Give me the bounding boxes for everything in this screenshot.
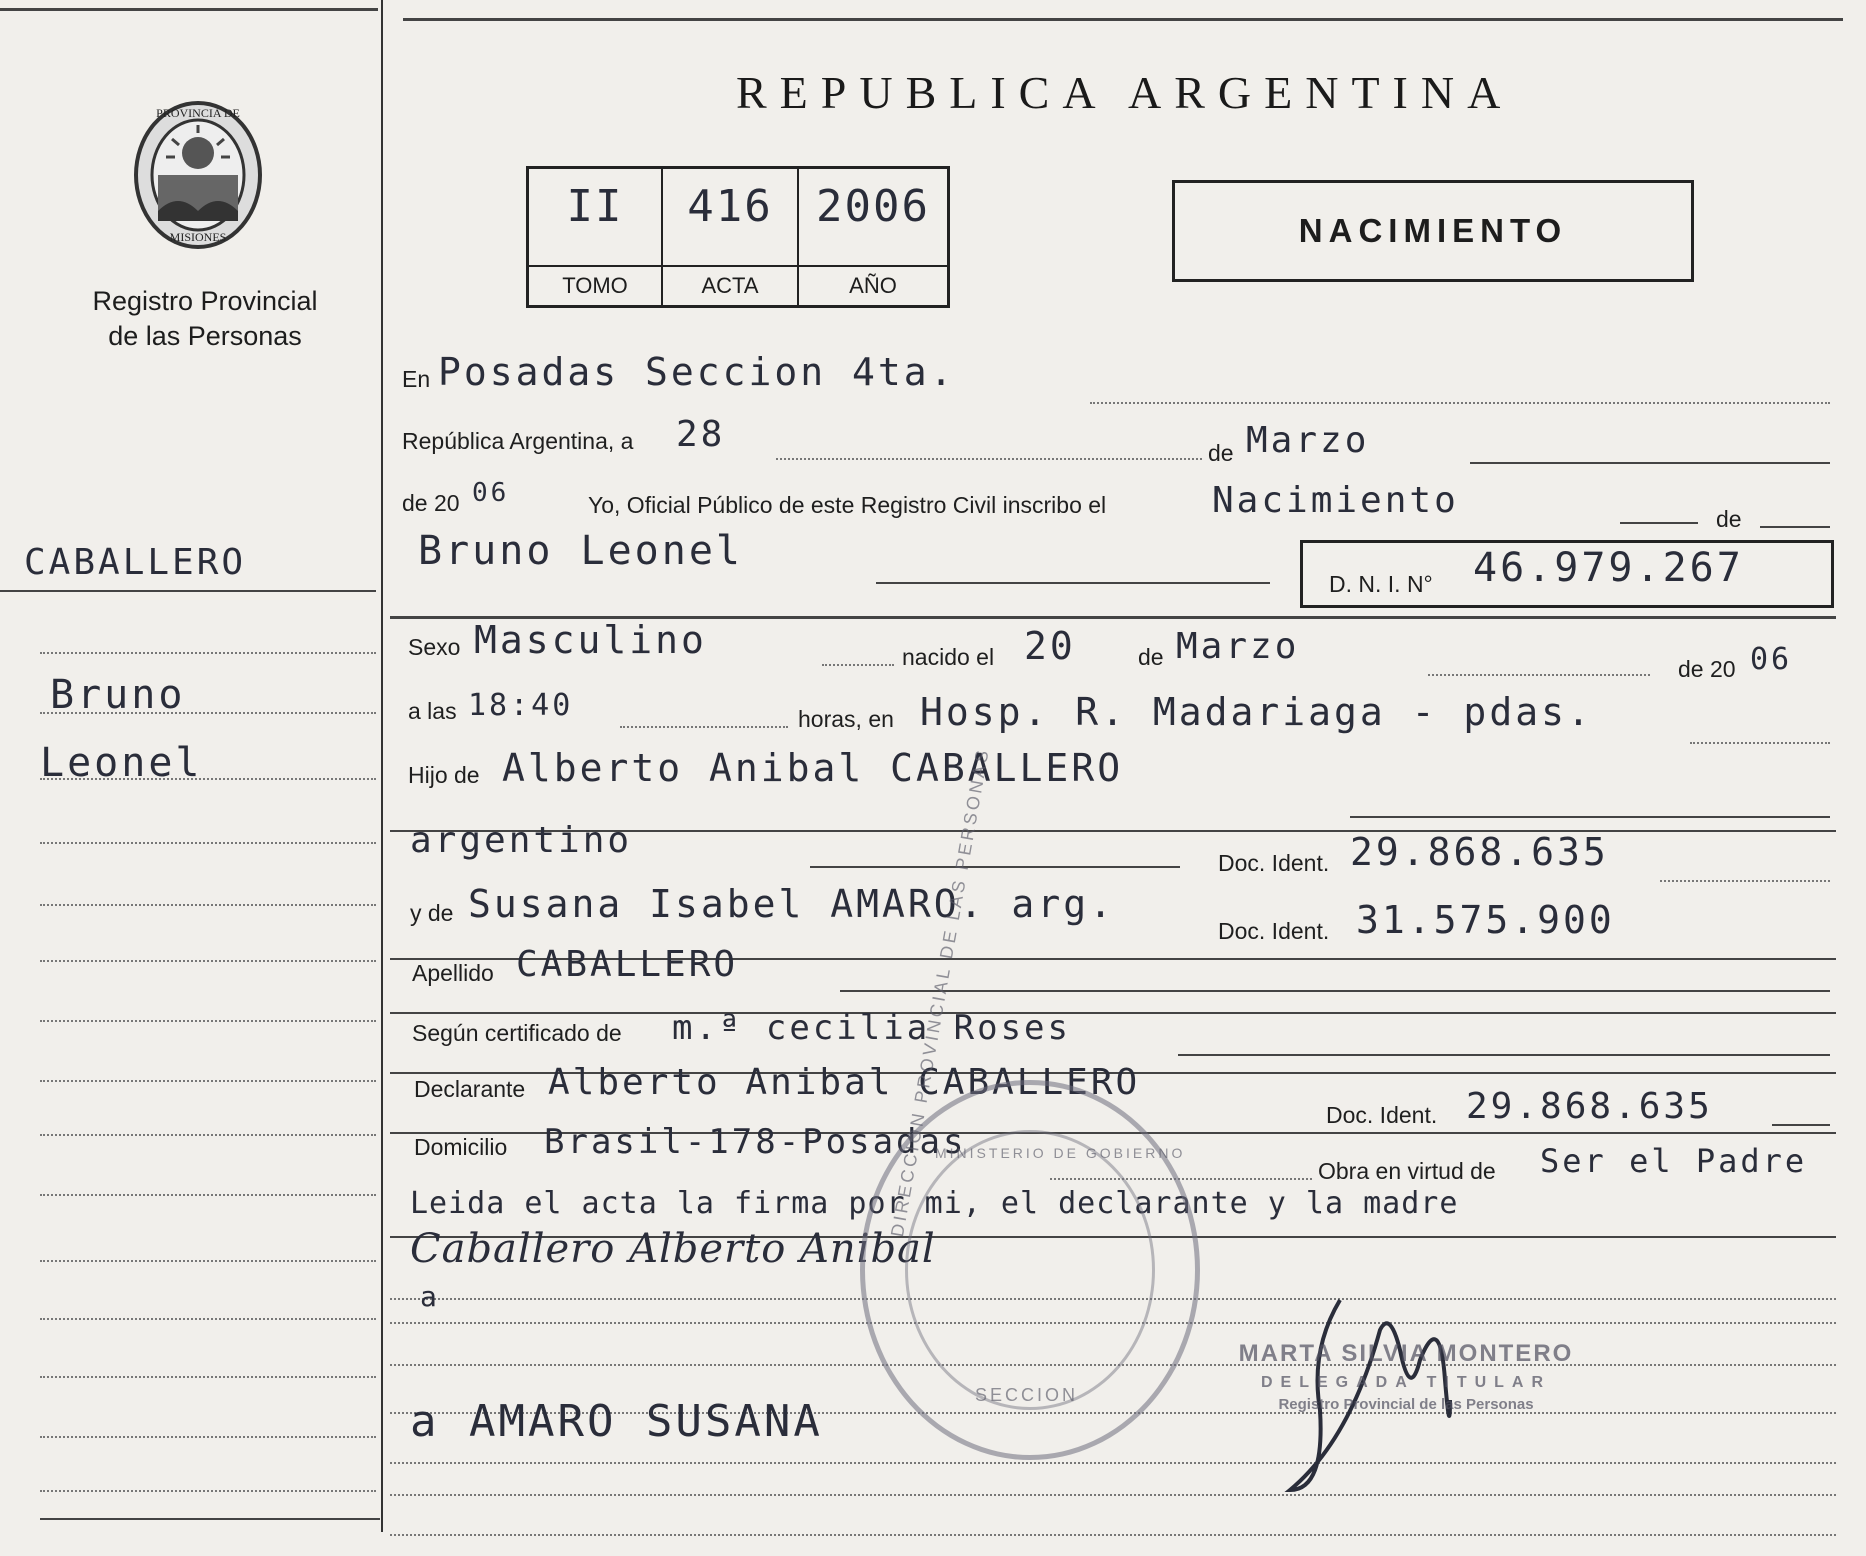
stamp-sub-text: SECCION bbox=[975, 1385, 1079, 1405]
registry-line-1: Registro Provincial bbox=[92, 286, 318, 316]
emblem-text-top: PROVINCIA DE bbox=[156, 106, 240, 120]
year-prefix-label: de 20 bbox=[402, 490, 460, 516]
inscribe-line bbox=[1620, 522, 1698, 524]
segun-label: Según certificado de bbox=[412, 1020, 622, 1046]
country-title: REPUBLICA ARGENTINA bbox=[736, 67, 1514, 118]
acta-label: ACTA bbox=[663, 265, 797, 305]
inscribe-label: Yo, Oficial Público de este Registro Civil inscribo el bbox=[588, 492, 1107, 518]
stamp-inner-text: MINISTERIO DE GOBIERNO bbox=[935, 1145, 1186, 1161]
en-value: Posadas Seccion 4ta. bbox=[438, 350, 956, 394]
sidebar-dotline bbox=[40, 712, 376, 714]
declarante-name: Alberto Anibal CABALLERO bbox=[548, 1062, 1141, 1103]
sidebar-dotline bbox=[40, 1490, 376, 1492]
father-doc-dotline bbox=[1660, 880, 1830, 882]
segun-line bbox=[1178, 1054, 1830, 1056]
child-name: Bruno Leonel bbox=[418, 528, 743, 574]
apellido-divider bbox=[390, 1012, 1836, 1014]
republica-label: República Argentina, a bbox=[402, 428, 634, 454]
provincial-emblem-seal bbox=[128, 95, 268, 253]
time-dotline bbox=[620, 726, 788, 728]
emblem-text-bottom: MISIONES bbox=[169, 230, 227, 244]
sidebar-dotline bbox=[40, 1318, 376, 1320]
reading-statement: Leida el acta la firma por mi, el declarante y la madre bbox=[410, 1186, 1459, 1221]
domicilio-value: Brasil-178-Posadas bbox=[544, 1122, 967, 1162]
sidebar-dotline bbox=[40, 1194, 376, 1196]
birth-year-suffix: 06 bbox=[1750, 642, 1793, 677]
sidebar-dotline bbox=[40, 778, 376, 780]
inscribe-end-line bbox=[1760, 526, 1830, 528]
day-value: 28 bbox=[676, 414, 726, 455]
domicilio-label: Domicilio bbox=[414, 1134, 508, 1160]
birth-month-dotline bbox=[1428, 674, 1650, 676]
sidebar-dotline bbox=[40, 1436, 376, 1438]
signature-mark: a bbox=[420, 1280, 440, 1313]
nat-line bbox=[810, 866, 1180, 868]
en-dotline bbox=[1090, 402, 1830, 404]
nacido-label: nacido el bbox=[902, 644, 995, 670]
obra-label: Obra en virtud de bbox=[1318, 1158, 1496, 1184]
sidebar-dotline bbox=[40, 842, 376, 844]
alas-label: a las bbox=[408, 698, 457, 724]
birth-month-de-label: de bbox=[1138, 644, 1164, 670]
mother-doc: 31.575.900 bbox=[1356, 898, 1615, 942]
top-border-right bbox=[403, 18, 1843, 21]
father-line bbox=[1350, 816, 1830, 818]
declarante-doc: 29.868.635 bbox=[1466, 1086, 1713, 1127]
dni-value: 46.979.267 bbox=[1473, 545, 1744, 591]
anio-label: AÑO bbox=[799, 265, 947, 305]
birth-month: Marzo bbox=[1176, 626, 1300, 667]
father-name: Alberto Anibal CABALLERO bbox=[502, 746, 1124, 790]
inscribe-de-label: de bbox=[1716, 506, 1742, 532]
obra-value: Ser el Padre bbox=[1540, 1142, 1808, 1180]
sidebar-dotline bbox=[40, 1260, 376, 1262]
sidebar-given-1: Bruno bbox=[50, 672, 186, 718]
certificate-issuer: m.ª cecilia Roses bbox=[672, 1008, 1071, 1048]
mother-signature: a AMARO SUSANA bbox=[410, 1396, 823, 1447]
tomo-cell bbox=[529, 169, 663, 305]
sidebar-surname: CABALLERO bbox=[24, 542, 247, 583]
anio-cell bbox=[799, 169, 947, 305]
sig-dotline bbox=[390, 1462, 1836, 1464]
acta-reference-box bbox=[526, 166, 950, 308]
top-border-left bbox=[0, 8, 378, 11]
acta-cell bbox=[663, 169, 799, 305]
apellido-value: CABALLERO bbox=[516, 944, 739, 985]
declarante-doc-label: Doc. Ident. bbox=[1326, 1102, 1438, 1128]
en-label: En bbox=[402, 366, 431, 392]
apellido-line bbox=[840, 990, 1830, 992]
sidebar-dotline bbox=[40, 904, 376, 906]
sidebar-dotline bbox=[40, 652, 376, 654]
inscribe-value: Nacimiento bbox=[1212, 480, 1459, 521]
sidebar-line bbox=[0, 590, 376, 592]
sexo-label: Sexo bbox=[408, 634, 461, 660]
sidebar-dotline bbox=[40, 1134, 376, 1136]
year-suffix: 06 bbox=[472, 478, 510, 508]
acta-value: 416 bbox=[687, 181, 773, 232]
sidebar-dotline bbox=[40, 960, 376, 962]
official-name-stamp bbox=[1196, 1340, 1616, 1413]
registry-line-2: de las Personas bbox=[108, 321, 302, 351]
tomo-label: TOMO bbox=[529, 265, 661, 305]
month-line bbox=[1470, 462, 1830, 464]
sexo-dotline bbox=[822, 664, 894, 666]
birth-day: 20 bbox=[1024, 624, 1076, 668]
official-office: Registro Provincial de las Personas bbox=[1278, 1396, 1534, 1413]
month-de-label: de bbox=[1208, 440, 1234, 466]
yde-label: y de bbox=[410, 900, 454, 926]
official-name: MARTA SILVIA MONTERO bbox=[1238, 1340, 1574, 1367]
anio-value: 2006 bbox=[816, 181, 930, 232]
sig-dotline bbox=[390, 1494, 1836, 1496]
father-doc: 29.868.635 bbox=[1350, 830, 1609, 874]
birth-time: 18:40 bbox=[468, 688, 574, 723]
hijo-label: Hijo de bbox=[408, 762, 480, 788]
tomo-value: II bbox=[566, 181, 624, 232]
registry-name bbox=[40, 284, 370, 354]
official-role: DELEGADA TITULAR bbox=[1260, 1374, 1552, 1391]
sidebar-dotline bbox=[40, 1376, 376, 1378]
birth-year-prefix-label: de 20 bbox=[1678, 656, 1736, 682]
sexo-value: Masculino bbox=[474, 618, 707, 662]
birth-place: Hosp. R. Madariaga - pdas. bbox=[920, 690, 1593, 734]
stamp-ring-text: DIRECCION PROVINCIAL DE LAS PERSONAS bbox=[887, 746, 993, 1239]
declarante-label: Declarante bbox=[414, 1076, 526, 1102]
sidebar-dotline bbox=[40, 1080, 376, 1082]
horas-label: horas, en bbox=[798, 706, 894, 732]
sidebar-dotline bbox=[40, 1020, 376, 1022]
dni-box bbox=[1300, 540, 1834, 608]
mother-doc-label: Doc. Ident. bbox=[1218, 918, 1330, 944]
column-divider bbox=[381, 0, 383, 1532]
sidebar-given-2: Leonel bbox=[40, 740, 203, 786]
record-type-box: NACIMIENTO bbox=[1172, 180, 1694, 282]
stamp-inner-ring bbox=[905, 1130, 1155, 1410]
sidebar-bottom-line bbox=[40, 1518, 380, 1520]
mother-name: Susana Isabel AMARO. arg. bbox=[468, 882, 1115, 926]
father-signature: Caballero Alberto Anibal bbox=[410, 1226, 936, 1272]
place-dotline bbox=[1690, 742, 1830, 744]
apellido-label: Apellido bbox=[412, 960, 494, 986]
father-doc-label: Doc. Ident. bbox=[1218, 850, 1330, 876]
name-line bbox=[876, 582, 1270, 584]
dni-label: D. N. I. N° bbox=[1329, 571, 1433, 597]
month-value: Marzo bbox=[1246, 420, 1370, 461]
father-nationality: argentino bbox=[410, 820, 633, 861]
declarante-line bbox=[1772, 1124, 1830, 1126]
day-dotline bbox=[776, 458, 1202, 460]
sig-dotline bbox=[390, 1534, 1836, 1536]
